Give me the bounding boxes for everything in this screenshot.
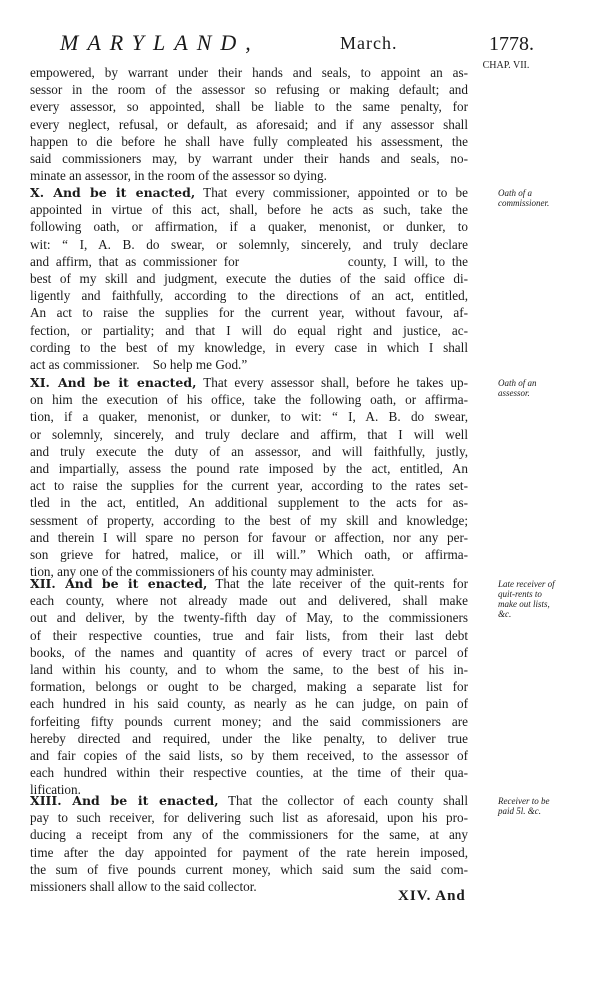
margin-note: Oath of a commissioner.	[498, 188, 550, 208]
text-line: tion, if a quaker, menonist, or dunker, to wit: “ I, A. B. do swear,	[30, 409, 468, 425]
text-line: formation, belongs or ought to be charged, making a separate list for	[30, 679, 468, 695]
catchword: XIV. And	[398, 888, 466, 904]
text-line: and fair copies of the said lists, so by them received, to the assessor of	[30, 748, 468, 764]
running-header	[60, 30, 534, 58]
paragraph	[30, 792, 468, 895]
paragraph	[30, 64, 468, 184]
section-lead: XI. And be it enacted,	[30, 375, 197, 390]
paragraph	[30, 374, 468, 580]
margin-note: Receiver to be paid 5l. &c.	[498, 796, 550, 816]
text-line: every neglect, refusal, or default, as aforesaid; and if any assessor shall	[30, 116, 468, 132]
text-line: That every assessor shall, before he takes up-	[196, 375, 469, 390]
header-month: March.	[340, 33, 398, 53]
text-line: books, of the names and quantity of acres of every tract or parcel of	[30, 644, 468, 660]
text-line	[30, 374, 468, 391]
text-line: fection, or partiality; and that I will do equal right and justice, ac-	[30, 322, 468, 338]
text-line: empowered, by warrant under their hands and seals, to appoint an as-	[30, 65, 468, 80]
text-line: That every commissioner, appointed or to be	[195, 185, 468, 200]
text-line: said commissioners may, by warrant under their hands and seals, no-	[30, 151, 468, 167]
text-line	[30, 792, 468, 809]
text-line: act to raise the supplies for the current year, according to the rates set-	[30, 478, 468, 494]
text-line: out and deliver, by the twenty-fifth day of May, to the commissioners	[30, 610, 468, 626]
text-line: minate an assessor, in the room of the assessor so dying.	[30, 168, 327, 184]
text-line: or solemnly, sincerely, and truly declare and affirm, that I will well	[30, 426, 468, 442]
text-line: appointed in virtue of this act, shall, before he acts as such, take the	[30, 202, 468, 218]
paragraph	[30, 575, 468, 799]
text-line: happen to die before he shall have fully compleated his assessment, the	[30, 133, 468, 149]
text-line: best of my skill and judgment, execute the duties of the said office di-	[30, 271, 468, 287]
text-line: and affirm, that as commissioner for county, I will, to the	[30, 253, 468, 269]
text-line: the sum of five pounds current money, which said sum the said com-	[30, 861, 468, 877]
text-line: land within his county, and to whom the same, to the best of his in-	[30, 662, 468, 678]
text-line: each county, where not already made out and delivered, shall make	[30, 593, 468, 609]
text-line: ligently and faithfully, according to the directions of an act, entitled,	[30, 288, 468, 304]
text-line	[30, 184, 468, 201]
text-line: following oath, or affirmation, if a quaker, menonist, or dunker, to	[30, 219, 468, 235]
margin-note: Late receiver of quit-rents to make out lists, &c.	[498, 579, 555, 619]
text-line: son grieve for hatred, malice, or ill will.” Which oath, or affirma-	[30, 547, 468, 563]
text-line: and truly execute the duty of an assessor, and will faithfully, justly,	[30, 443, 468, 459]
text-line: and therein I will spare no person for favour or affection, nor any per-	[30, 529, 468, 545]
text-line: of their respective counties, true and fair lists, from their last debt	[30, 627, 468, 643]
text-line: act as commissioner. So help me God.”	[30, 357, 248, 373]
text-line: That the collector of each county shall	[218, 793, 469, 808]
text-line: and impartially, assess the pound rate imposed by the act, entitled, An	[30, 461, 468, 477]
header-state: MARYLAND,	[60, 30, 260, 55]
text-line: time after the day appointed for payment of the rate herein imposed,	[30, 844, 468, 860]
text-line: That the late receiver of the quit-rents for	[207, 576, 468, 591]
text-line: each hundred within their respective counties, at the time of their qua-	[30, 765, 468, 781]
text-line: ducing a receipt from any of the commissioners for the same, at any	[30, 827, 468, 843]
text-line: lification.	[30, 782, 81, 798]
text-line: tled in the act, entitled, An additional supplement to the acts for as-	[30, 495, 468, 511]
text-line: wit: “ I, A. B. do swear, or solemnly, sincerely, and truly declare	[30, 236, 468, 252]
text-line: pay to such receiver, for delivering such list as aforesaid, upon his pro-	[30, 810, 468, 826]
text-line: cording to the best of my knowledge, in every case in which I shall	[30, 339, 468, 355]
section-lead: XII. And be it enacted,	[30, 576, 208, 591]
section-lead: X. And be it enacted,	[30, 185, 196, 200]
text-line: hereby directed and required, under the like penalty, to deliver true	[30, 730, 468, 746]
text-line: tion, any one of the commissioners of his county may administer.	[30, 564, 375, 580]
text-line: each hundred in his said county, as nearly as he can judge, on pain of	[30, 696, 468, 712]
text-line: on him the execution of his office, take the following oath, or affirma-	[30, 392, 468, 408]
section-lead: XIII. And be it enacted,	[30, 793, 219, 808]
text-line: forfeiting fifty pounds current money; and the said commissioners are	[30, 713, 468, 729]
text-line: every assessor, so appointed, shall be liable to the same penalty, for	[30, 99, 468, 115]
text-line: missioners shall allow to the said collector.	[30, 879, 257, 895]
header-year: 1778.	[489, 33, 534, 55]
text-line: An act to raise the supplies for the current year, without favour, af-	[30, 305, 468, 321]
text-line: sessment of property, according to the best of my skill and knowledge;	[30, 512, 468, 528]
chapter-label: CHAP. VII.	[482, 60, 530, 71]
margin-note: Oath of an assessor.	[498, 378, 537, 398]
paragraph	[30, 184, 468, 373]
text-line: sessor in the room of the assessor so refusing or making default; and	[30, 82, 468, 98]
text-line	[30, 575, 468, 592]
